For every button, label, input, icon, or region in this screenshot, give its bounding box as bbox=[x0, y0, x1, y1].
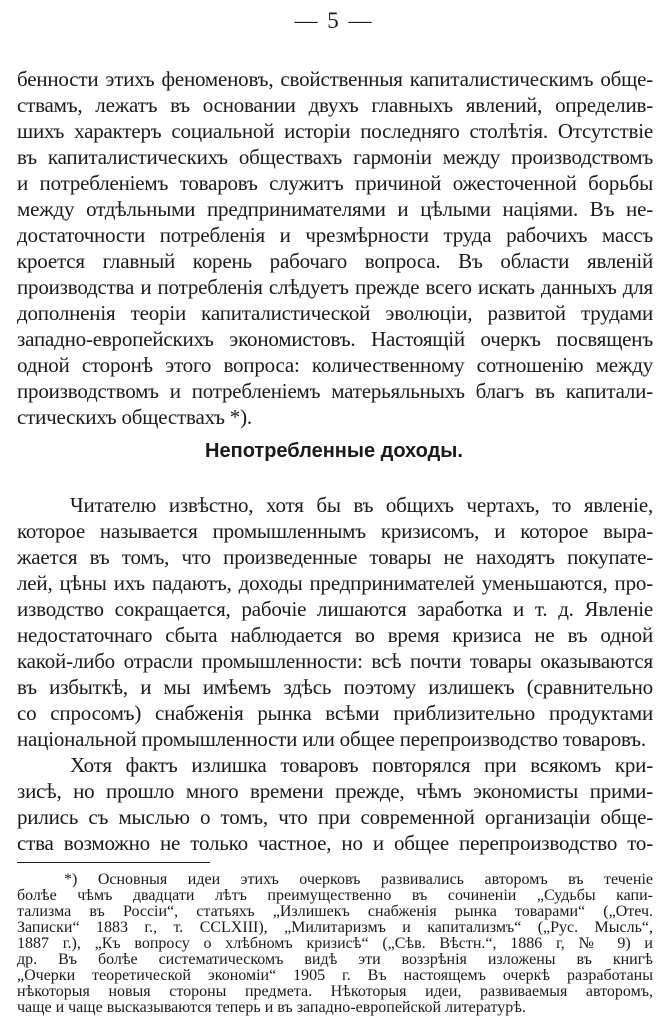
text-line: достаточности потребленія и чрезмѣрности труда рабочихъ массъ bbox=[17, 223, 653, 247]
section-heading: Непотребленные доходы. bbox=[205, 440, 463, 462]
text-line: національной промышленности или общее перепроизводство товаровъ. bbox=[17, 727, 646, 751]
text-line: Читателю извѣстно, хотя бы въ общихъ чертахъ, то явленіе, bbox=[70, 493, 653, 517]
footnote-line: др. Въ болѣе систематическомъ видѣ эти воззрѣнія изложены въ книгѣ bbox=[17, 951, 653, 968]
text-line: и потребленіемъ товаровъ служитъ причиной ожесточенной борьбы bbox=[17, 171, 653, 195]
text-line: шихъ характеръ социальной исторіи последняго столѣтія. Отсутствіе bbox=[17, 119, 653, 143]
footnote-line: болѣе чѣмъ двадцати лѣтъ преимущественно въ сочиненіи „Судьбы капи- bbox=[17, 887, 653, 904]
footnote-line: „Очерки теоретической экономіи“ 1905 г. Въ настоящемъ очеркѣ разработаны bbox=[17, 967, 653, 984]
text-line: одной сторонѣ этого вопроса: количественному сотношенію между bbox=[17, 353, 653, 377]
text-line: стическихъ обществахъ *). bbox=[17, 405, 252, 429]
page-number: — 5 — bbox=[294, 8, 374, 33]
text-line: какой-либо отрасли промышленности: всѣ почти товары оказываются bbox=[17, 649, 653, 673]
text-line: ствамъ, лежатъ въ основании двухъ главныхъ явлений, определив- bbox=[17, 93, 653, 117]
text-line: въ капиталистическихъ обществахъ гармоніи между производствомъ bbox=[17, 145, 653, 169]
text-line: кроется главный корень рабочаго вопроса. Въ области явленій bbox=[17, 249, 653, 273]
footnote-line: тализма въ Россіи“, статьяхъ „Излишекъ снабженія рынка товарами“ („Отеч. bbox=[17, 903, 653, 920]
text-line: которое называется промышленнымъ кризисомъ, и которое выра- bbox=[17, 519, 653, 543]
footnote-line: *) Основныя идеи этихъ очерковъ развивались авторомъ въ теченіе bbox=[64, 871, 653, 888]
text-line: бенности этихъ феноменовъ, свойственныя капиталистическимъ обще- bbox=[17, 67, 653, 91]
text-line: производствомъ и потребленіемъ матерьяльныхъ благъ въ капитали- bbox=[17, 379, 653, 403]
text-line: Хотя фактъ излишка товаровъ повторялся при всякомъ кри- bbox=[70, 753, 653, 777]
footnote-rule bbox=[17, 862, 210, 863]
text-line: ства возможно не только частное, но и общее перепроизводство то- bbox=[17, 831, 653, 855]
text-line: зисѣ, но прошло много времени прежде, чѣмъ экономисты прими- bbox=[17, 779, 653, 803]
text-line: въ избыткѣ, и мы имѣемъ здѣсь поэтому излишекъ (сравнительно bbox=[17, 675, 653, 699]
text-line: со спросомъ) снабженія рынка всѣми приблизительно продуктами bbox=[17, 701, 653, 725]
text-line: производства и потребленія слѣдуетъ прежде всего искать данныхъ для bbox=[17, 275, 653, 299]
text-line: западно-европейскихъ экономистовъ. Настоящій очеркъ посвященъ bbox=[17, 327, 653, 351]
footnote-line: 1887 г.), „Къ вопросу о хлѣбномъ кризисѣ“ („Сѣв. Вѣстн.“, 1886 г, № 9) и bbox=[17, 935, 653, 952]
text-line: жается въ томъ, что произведенные товары не находятъ покупате- bbox=[17, 545, 653, 569]
text-line: рились съ мыслью о томъ, что при современной организаціи обще- bbox=[17, 805, 653, 829]
footnote-line: нѣкоторыя новыя стороны предмета. Нѣкоторыя идеи, развиваемыя авторомъ, bbox=[17, 983, 653, 1000]
text-line: дополненія теоріи капиталистической эволюціи, развитой трудами bbox=[17, 301, 653, 325]
text-line: изводство сокращается, рабочіе лишаются заработка и т. д. Явленіе bbox=[17, 597, 653, 621]
footnote-line: чаще и чаще высказываются теперь и въ западно-европейской литературѣ. bbox=[17, 999, 526, 1016]
text-line: лей, цѣны ихъ падаютъ, доходы предпринимателей уменьшаются, про- bbox=[17, 571, 653, 595]
footnote-line: Записки“ 1883 г., т. CCLXIII), „Милитаризмъ и капитализмъ“ („Рус. Мысль“, bbox=[17, 919, 653, 936]
text-line: между отдѣльными предпринимателями и цѣлыми націями. Въ не- bbox=[17, 197, 653, 221]
text-line: недостаточнаго сбыта наблюдается во время кризиса не въ одной bbox=[17, 623, 653, 647]
